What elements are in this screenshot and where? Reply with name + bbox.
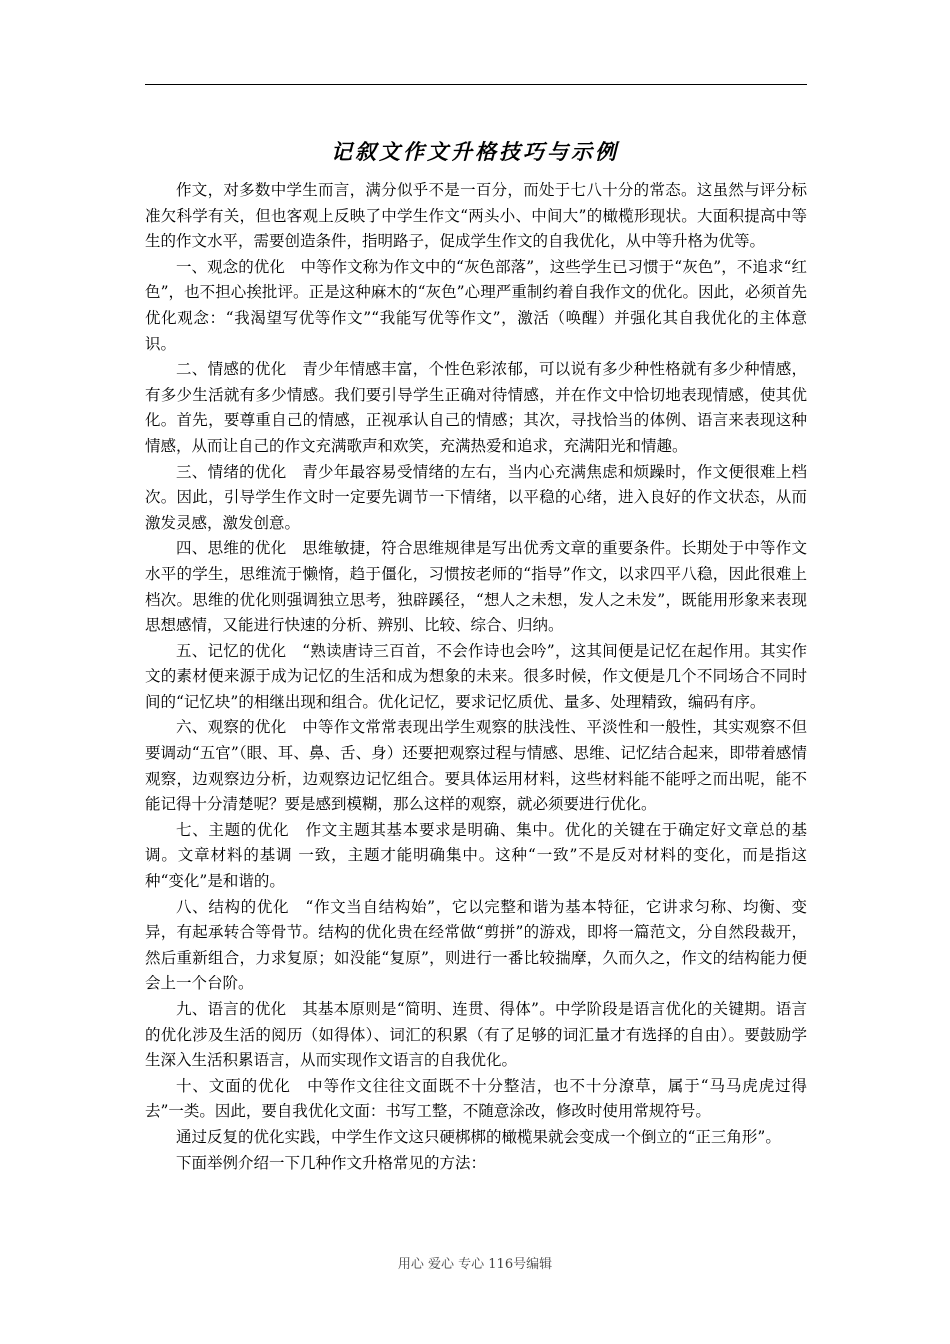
paragraph: 作文，对多数中学生而言，满分似乎不是一百分，而处于七八十分的常态。这虽然与评分标准欠科学有关，但也客观上反映了中学生作文“两头小、中间大”的橄榄形现状。大面积提高中等生的作文水平，需要创造条件，指明路子，促成学生作文的自我优化，从中等升格为优等。 — [145, 181, 807, 251]
article-body — [145, 178, 807, 1176]
paragraph: 下面举例介绍一下几种作文升格常见的方法： — [176, 1153, 487, 1172]
paragraph: 七、主题的优化 作文主题其基本要求是明确、集中。优化的关键在于确定好文章总的基调。文章材料的基调 一致，主题才能明确集中。这种“一致”不是反对材料的变化，而是指这种“变化”是和谐的。 — [145, 820, 807, 891]
paragraph: 六、观察的优化 中等作文常常表现出学生观察的肤浅性、平淡性和一般性，其实观察不但要调动“五官”（眼、耳、鼻、舌、身）还要把观察过程与情感、思维、记忆结合起来，即带着感情观察，边观察边分析，边观察边记忆组合。要具体运用材料，这些材料能不能呼之而出呢，能不能记得十分清楚呢？要是感到模糊，那么这样的观察，就必须要进行优化。 — [145, 718, 807, 814]
header-rule — [145, 84, 807, 85]
page-title: 记叙文作文升格技巧与示例 — [331, 139, 619, 164]
paragraph: 九、语言的优化 其基本原则是“简明、连贯、得体”。中学阶段是语言优化的关键期。语言的优化涉及生活的阅历（如得体）、词汇的积累（有了足够的词汇量才有选择的自由）。要鼓励学生深入生活积累语言，从而实现作文语言的自我优化。 — [145, 1000, 807, 1070]
paragraph: 十、文面的优化 中等作文往往文面既不十分整洁，也不十分潦草，属于“马马虎虎过得去”一类。因此，要自我优化文面：书写工整，不随意涂改，修改时使用常规符号。 — [145, 1076, 807, 1121]
paragraph: 八、结构的优化 “作文当自结构始”，它以完整和谐为基本特征，它讲求匀称、均衡、变异，有起承转合等骨节。结构的优化贵在经常做“剪拼”的游戏，即将一篇范文，分自然段裁开，然后重新组合，力求复原；如没能“复原”，则进行一番比较揣摩，久而久之，作文的结构能力便会上一个台阶。 — [145, 897, 807, 993]
paragraph: 三、情绪的优化 青少年最容易受情绪的左右，当内心充满焦虑和烦躁时，作文便很难上档次。因此，引导学生作文时一定要先调节一下情绪，以平稳的心绪，进入良好的作文状态，从而激发灵感，激发创意。 — [145, 462, 807, 532]
paragraph: 二、情感的优化 青少年情感丰富，个性色彩浓郁，可以说有多少种性格就有多少种情感，有多少生活就有多少情感。我们要引导学生正确对待情感，并在作文中恰切地表现情感，使其优化。首先，要尊重自己的情感，正视承认自己的情感；其次，寻找恰当的体例、语言来表现这种情感，从而让自己的作文充满歌声和欢笑，充满热爱和追求，充满阳光和情趣。 — [145, 360, 807, 455]
paragraph: 四、思维的优化 思维敏捷，符合思维规律是写出优秀文章的重要条件。长期处于中等作文水平的学生，思维流于懒惰，趋于僵化，习惯按老师的“指导”作文，以求四平八稳，因此很难上档次。思维的优化则强调独立思考，独辟蹊径，“想人之未想，发人之未发”，既能用形象来表现思想感情，又能进行快速的分析、辨别、比较、综合、归纳。 — [145, 539, 807, 635]
page-footer: 用心 爱心 专心 116号编辑 — [397, 1257, 553, 1272]
paragraph: 五、记忆的优化 “熟读唐诗三百首，不会作诗也会吟”，这其间便是记忆在起作用。其实作文的素材便来源于成为记忆的生活和成为想象的未来。很多时候，作文便是几个不同场合不同时间的“记忆块”的相继出现和组合。优化记忆，要求记忆质优、量多、处理精致，编码有序。 — [145, 641, 807, 711]
paragraph: 通过反复的优化实践，中学生作文这只硬梆梆的橄榄果就会变成一个倒立的“正三角形”。 — [176, 1127, 781, 1146]
paragraph: 一、观念的优化 中等作文称为作文中的“灰色部落”，这些学生已习惯于“灰色”，不追求“红色”，也不担心挨批评。正是这种麻木的“灰色”心理严重制约着自我作文的优化。因此，必须首先优化观念：“我渴望写优等作文”“我能写优等作文”，激活（唤醒）并强化其自我优化的主体意识。 — [145, 257, 807, 353]
